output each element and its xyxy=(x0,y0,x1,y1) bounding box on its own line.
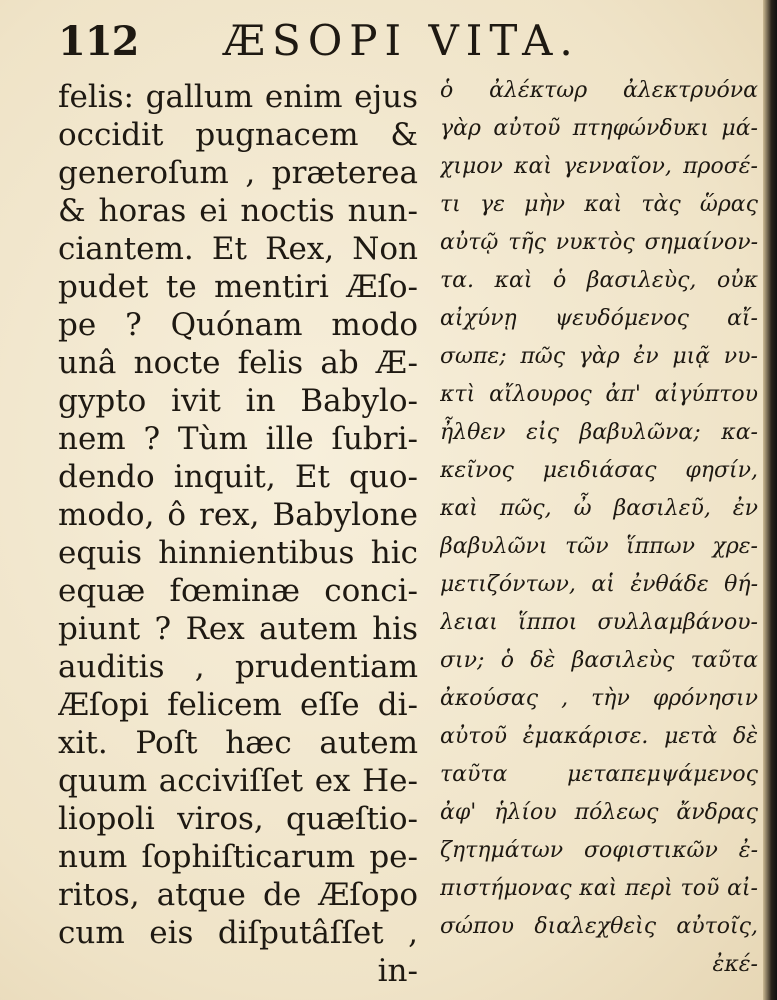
greek-line: λειαι ἵπποι συλλαμβάνου- xyxy=(440,610,758,635)
greek-line: τα. καὶ ὁ βασιλεὺς, οὐκ xyxy=(440,268,758,293)
latin-line: modo, ô rex, Babylone xyxy=(58,497,418,533)
greek-line: ὁ ἀλέκτωρ ἀλεκτρυόνα xyxy=(440,78,758,103)
greek-line: κτὶ αἴλουρος ἀπ' αἰγύπτου xyxy=(440,382,758,407)
greek-line: αὐτῷ τῆς νυκτὸς σημαίνον- xyxy=(440,230,758,255)
greek-line: τι γε μὴν καὶ τὰς ὥρας xyxy=(440,192,758,217)
greek-line: κεῖνος μειδιάσας φησίν, xyxy=(440,458,758,483)
latin-line: auditis , prudentiam xyxy=(58,649,418,685)
latin-line: Æſopi felicem eſſe di- xyxy=(58,687,418,723)
greek-line: ἀκούσας , τὴν φρόνησιν xyxy=(440,686,758,711)
greek-line: σιν; ὁ δὲ βασιλεὺς ταῦτα xyxy=(440,648,758,673)
latin-text-column xyxy=(58,78,418,990)
greek-line: χιμον καὶ γενναῖον, προσέ- xyxy=(440,154,758,179)
page-header xyxy=(58,14,758,74)
greek-line: ἀφ' ἡλίου πόλεως ἄνδρας xyxy=(440,800,758,825)
greek-line: ἦλθεν εἰς βαβυλῶνα; κα- xyxy=(440,420,758,445)
greek-text-column xyxy=(440,72,758,984)
page-binding-edge xyxy=(763,0,777,1000)
greek-line: βαβυλῶνι τῶν ἵππων χρε- xyxy=(440,534,758,559)
greek-line: αὐτοῦ ἐμακάρισε. μετὰ δὲ xyxy=(440,724,758,749)
latin-line: unâ nocte felis ab Æ- xyxy=(58,345,418,381)
latin-line: felis: gallum enim ejus xyxy=(58,79,418,115)
latin-line: ritos, atque de Æſopo xyxy=(58,877,418,913)
latin-line: dendo inquit, Et quo- xyxy=(58,459,418,495)
greek-line: ζητημάτων σοφιστικῶν ἐ- xyxy=(440,838,758,863)
greek-line: μετιζόντων, αἱ ἐνθάδε θή- xyxy=(440,572,758,597)
latin-line: gypto ivit in Babylo- xyxy=(58,383,418,419)
page-number: 112 xyxy=(58,18,139,65)
greek-line: γὰρ αὐτοῦ πτηφώνδυκι μά- xyxy=(440,116,758,141)
latin-line: & horas ei noctis nun- xyxy=(58,193,418,229)
latin-line: generoſum , præterea xyxy=(58,155,418,191)
latin-line: occidit pugnacem & xyxy=(58,117,418,153)
latin-line: num ſophiſticarum pe- xyxy=(58,839,418,875)
greek-line: σωπε; πῶς γὰρ ἐν μιᾷ νυ- xyxy=(440,344,758,369)
latin-line: pudet te mentiri Æſo- xyxy=(58,269,418,305)
latin-line: equis hinnientibus hic xyxy=(58,535,418,571)
latin-line: ciantem. Et Rex, Non xyxy=(58,231,418,267)
greek-catchword: ἐκέ- xyxy=(712,952,758,977)
latin-line: pe ? Quónam modo xyxy=(58,307,418,343)
greek-line: αἰχύνῃ ψευδόμενος αἴ- xyxy=(440,306,758,331)
greek-line: καὶ πῶς, ὦ βασιλεῦ, ἐν xyxy=(440,496,758,521)
latin-catchword: in- xyxy=(377,953,418,989)
running-title: ÆSOPI VITA. xyxy=(223,16,580,65)
greek-line: πιστήμονας καὶ περὶ τοῦ αἰ- xyxy=(440,876,758,901)
latin-line: cum eis diſputâſſet , xyxy=(58,915,418,951)
greek-line: σώπου διαλεχθεὶς αὐτοῖς, xyxy=(440,914,758,939)
latin-line: liopoli viros, quæſtio- xyxy=(58,801,418,837)
latin-line: quum acciviſſet ex He- xyxy=(58,763,418,799)
latin-line: piunt ? Rex autem his xyxy=(58,611,418,647)
latin-line: xit. Poſt hæc autem xyxy=(58,725,418,761)
latin-line: equæ fœminæ conci- xyxy=(58,573,418,609)
latin-line: nem ? Tùm ille ſubri- xyxy=(58,421,418,457)
greek-line: ταῦτα μεταπεμψάμενος xyxy=(440,762,758,787)
